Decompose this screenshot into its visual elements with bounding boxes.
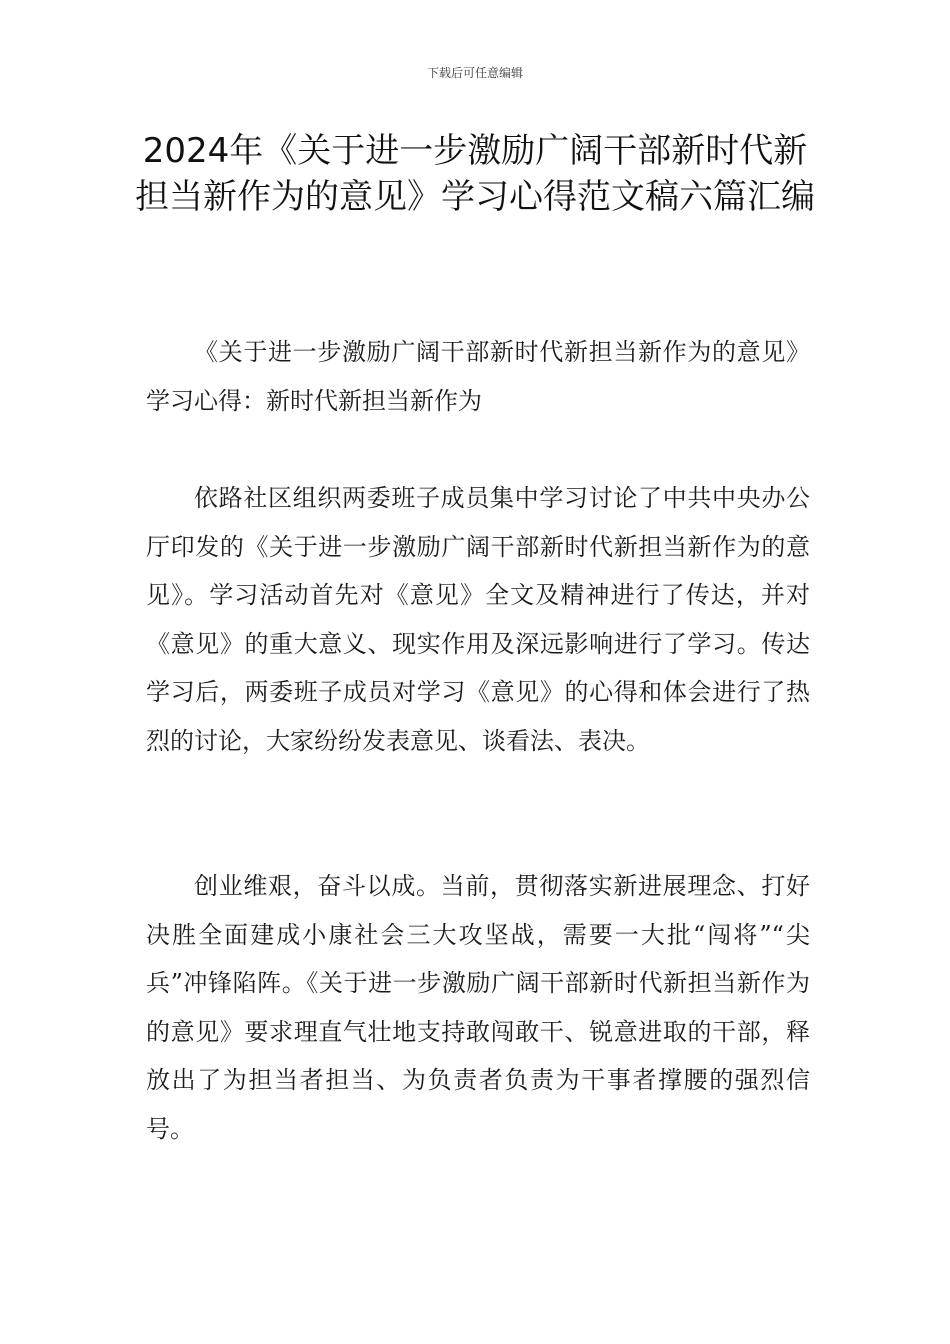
document-subtitle: 《关于进一步激励广阔干部新时代新担当新作为的意见》学习心得：新时代新担当新作为 xyxy=(146,338,810,415)
document-title: 2024年《关于进一步激励广阔干部新时代新担当新作为的意见》学习心得范文稿六篇汇编 xyxy=(135,131,815,217)
body-paragraph-1: 依路社区组织两委班子成员集中学习讨论了中共中央办公厅印发的《关于进一步激励广阔干部新时代新担当新作为的意见》。学习活动首先对《意见》全文及精神进行了传达，并对《意见》的重大意义、现实作用及深远影响进行了学习。传达学习后，两委班子成员对学习《意见》的心得和体会进行了热烈的讨论，大家纷纷发表意见、谈看法、表决。 xyxy=(146,484,810,755)
body-paragraph-2: 创业维艰，奋斗以成。当前，贯彻落实新进展理念、打好决胜全面建成小康社会三大攻坚战，需要一大批“闯将”“尖兵”冲锋陷阵。《关于进一步激励广阔干部新时代新担当新作为的意见》要求理直气壮地支持敢闯敢干、锐意进取的干部，释放出了为担当者担当、为负责者负责为干事者撑腰的强烈信号。 xyxy=(146,872,810,1143)
header-note: 下载后可任意编辑 xyxy=(426,66,523,80)
